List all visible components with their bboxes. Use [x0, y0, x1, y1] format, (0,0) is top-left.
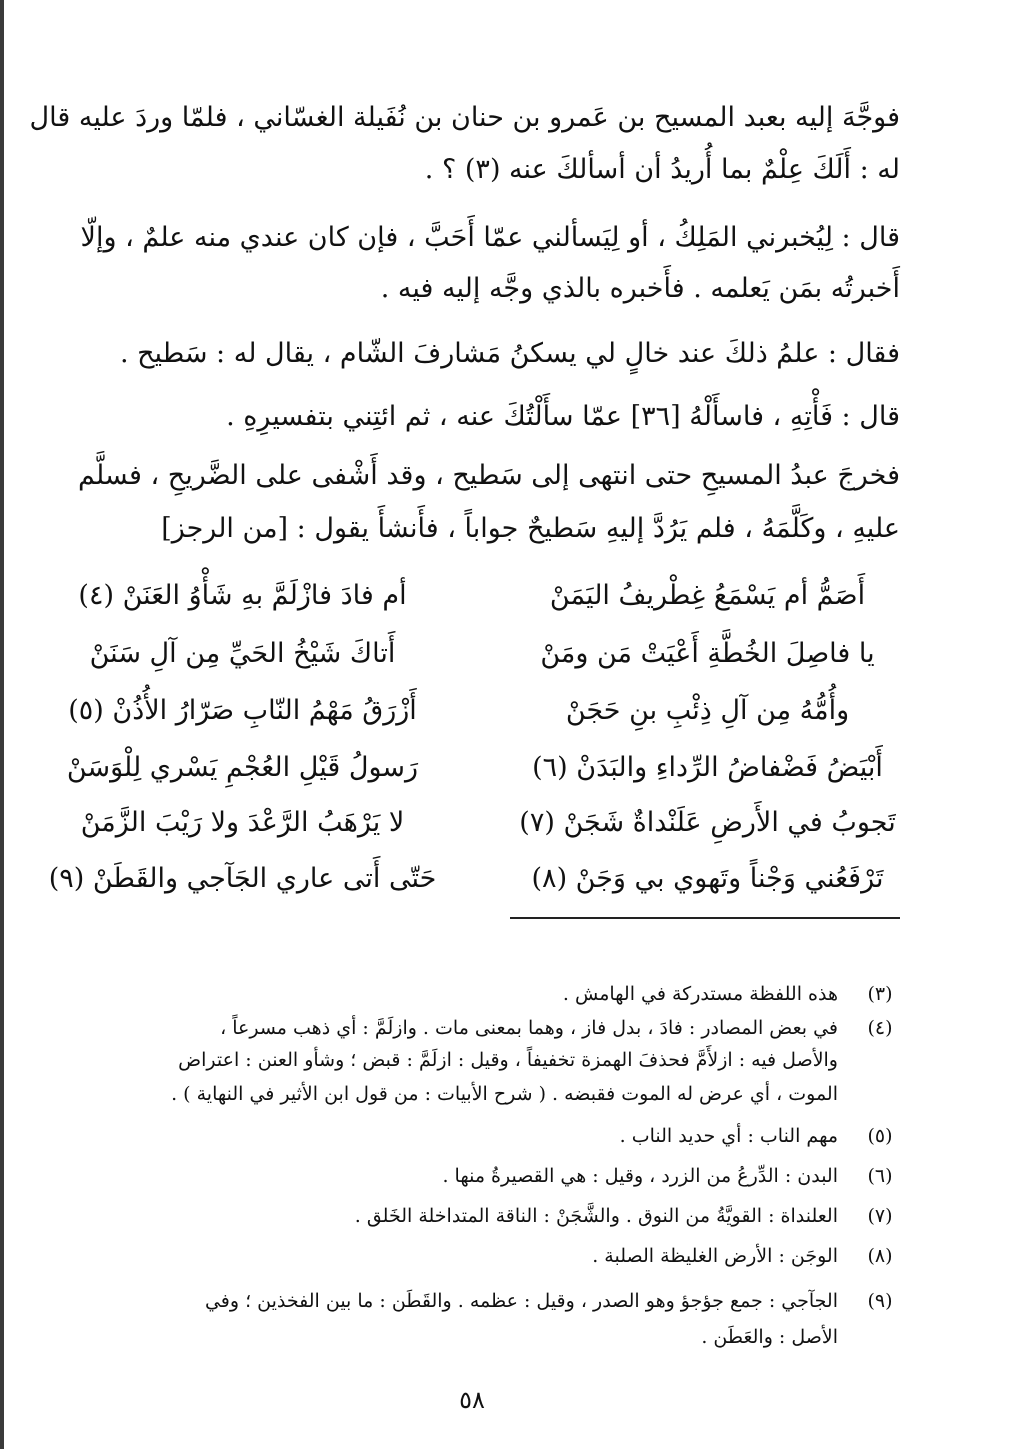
- verse-line: [40, 638, 910, 688]
- text-line: له : أَلَكَ عِلْمٌ بما أُريدُ أن أسألكَ عنه (٣) ؟ .: [424, 154, 900, 185]
- page-number: ٥٨: [459, 1386, 485, 1414]
- verse-first-hemistich: أَصَمُّ أم يَسْمَعُ غِطْريفُ اليَمَنْ: [549, 580, 866, 611]
- footnote-text: العلنداة : القويَّةُ من النوق . والشَّجَنْ : الناقة المتداخلة الخَلق .: [354, 1205, 838, 1227]
- verse-first-hemistich: تَجوبُ في الأَرضِ عَلَنْداةٌ شَجَنْ (٧): [519, 807, 896, 838]
- verse-second-hemistich: أم فادَ فازْلَمَّ بهِ شَأْوُ العَنَنْ (٤): [78, 580, 407, 611]
- footnote: [130, 1245, 900, 1277]
- text-line: فقال : علمُ ذلكَ عند خالٍ لي يسكنُ مَشارفَ الشّام ، يقال له : سَطيح .: [119, 338, 900, 369]
- text-line: فخرجَ عبدُ المسيحِ حتى انتهى إلى سَطيح ، وقد أَشْفى على الضَّريحِ ، فسلَّم: [78, 460, 900, 491]
- scan-edge: [0, 0, 4, 1449]
- footnote-text: والأصل فيه : ازلأَمَّ فحذفَ الهمزة تخفيفاً ، وقيل : ازلَمَّ : قبض ؛ وشأو العنن : اعتراض: [178, 1049, 838, 1071]
- footnote: [130, 1083, 900, 1115]
- verse-second-hemistich: رَسولُ قَيْلِ العُجْمِ يَسْري لِلْوَسَنْ: [66, 752, 419, 783]
- verse-first-hemistich: وأُمُّهُ مِن آلِ ذِئْبِ بنِ حَجَنْ: [565, 695, 850, 726]
- footnote-text: الموت ، أي عرض له الموت فقبضه . ( شرح الأبيات : من قول ابن الأثير في النهاية ) .: [171, 1083, 838, 1105]
- verse-first-hemistich: تَرْفَعُني وَجْناً وتَهوي بي وَجَنْ (٨): [531, 863, 884, 894]
- verse-first-hemistich: أَبْيَضُ فَضْفاضُ الرِّداءِ والبَدَنْ (٦): [532, 752, 883, 783]
- text-line: قال : فَأْتِهِ ، فاسأَلْهُ [٣٦] عمّا سأَلْتُكَ عنه ، ثم ائتِني بتفسيرِهِ .: [226, 401, 900, 432]
- footnote-number: (٧): [867, 1205, 893, 1227]
- footnote: [130, 1205, 900, 1237]
- verse-line: [40, 807, 910, 857]
- footnote-text: البدن : الدِّرعُ من الزرد ، وقيل : هي القصيرةُ منها .: [442, 1165, 838, 1187]
- footnote: [130, 1326, 900, 1358]
- footnote-number: (٩): [867, 1290, 893, 1312]
- footnote: [130, 1017, 900, 1049]
- footnote-separator: [510, 917, 900, 919]
- verse-first-hemistich: يا فاصِلَ الخُطَّةِ أَعْيَتْ مَن ومَنْ: [540, 638, 875, 669]
- footnote-text: مهم الناب : أي حديد الناب .: [619, 1125, 838, 1147]
- footnote-text: الوجَن : الأرض الغليظة الصلبة .: [592, 1245, 838, 1267]
- footnote-text: في بعض المصادر : فادَ ، بدل فاز ، وهما بمعنى مات . وازلَمَّ : أي ذهب مسرعاً ،: [220, 1017, 838, 1039]
- footnote-number: (٣): [867, 983, 893, 1005]
- text-line: أَخبرتُه بمَن يَعلمه . فأَخبره بالذي وجَّه إليه فيه .: [380, 273, 900, 304]
- verse-line: [40, 695, 910, 745]
- footnote-number: (٥): [867, 1125, 893, 1147]
- footnote: [130, 1165, 900, 1197]
- text-line: قال : لِيُخبرني المَلِكُ ، أو لِيَسألني عمّا أَحَبَّ ، فإن كان عندي منه علمٌ ، وإلّا: [80, 222, 900, 253]
- footnote: [130, 1125, 900, 1157]
- text-line: عليهِ ، وكَلَّمَهُ ، فلم يَرُدَّ إليهِ سَطيحٌ جواباً ، فأَنشأَ يقول : [من الرجز]: [161, 513, 900, 544]
- verse-second-hemistich: أَزْرَقُ مَهْمُ النّابِ صَرّارُ الأُذُنْ (٥): [68, 695, 417, 726]
- text-line: فوجَّهَ إليه بعبد المسيح بن عَمرو بن حنان بن نُفَيلة الغسّاني ، فلمّا وردَ عليه قال: [29, 102, 900, 133]
- verse-line: [40, 863, 910, 913]
- footnote-number: (٦): [867, 1165, 893, 1187]
- footnote-text: الأصل : والعَطَن .: [701, 1326, 838, 1348]
- footnote-number: (٨): [867, 1245, 893, 1267]
- verse-line: [40, 580, 910, 630]
- footnote-text: الجآجي : جمع جؤجؤ وهو الصدر ، وقيل : عظمه . والقَطَن : ما بين الفخذين ؛ وفي: [204, 1290, 838, 1312]
- footnote: [130, 1049, 900, 1081]
- footnote: [130, 1290, 900, 1322]
- footnote-text: هذه اللفظة مستدركة في الهامش .: [562, 983, 838, 1005]
- verse-second-hemistich: أَتاكَ شَيْخُ الحَيِّ مِن آلِ سَنَنْ: [89, 638, 396, 669]
- footnote-number: (٤): [867, 1017, 893, 1039]
- verse-second-hemistich: لا يَرْهَبُ الرَّعْدَ ولا رَيْبَ الزَّمَنْ: [80, 807, 405, 838]
- verse-second-hemistich: حَتّى أَتى عاري الجَآجي والقَطَنْ (٩): [48, 863, 437, 894]
- footnote: [130, 983, 900, 1015]
- verse-line: [40, 752, 910, 802]
